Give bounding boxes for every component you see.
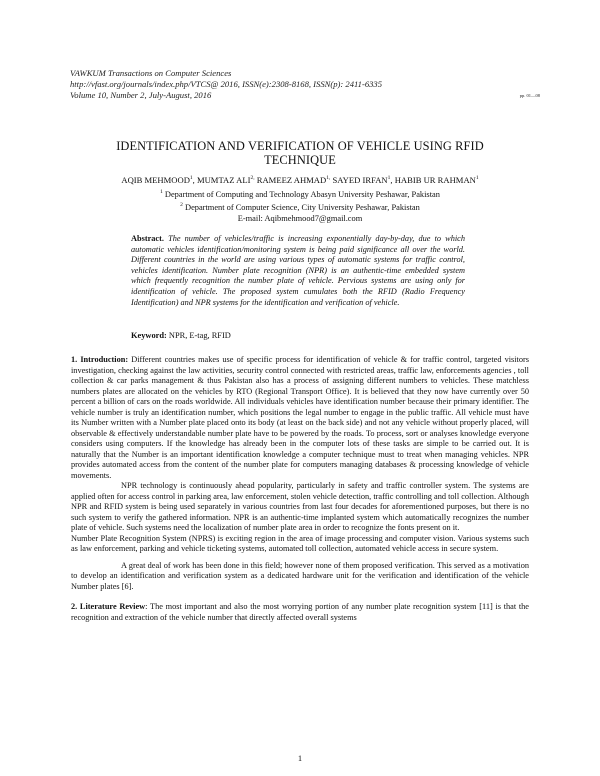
author-affil-mark: 1 bbox=[189, 175, 193, 182]
paper-title: IDENTIFICATION AND VERIFICATION OF VEHICLE USING RFID TECHNIQUE bbox=[116, 139, 484, 167]
abstract-text: The number of vehicles/traffic is increasing exponentially day-by-day, due to which automatic vehicles identification/monitoring system is being paid significance all over the world. Different countries in the world are using various types of automatic systems for traffic control, vehicles identification. Number plate recognition (NPR) is an authentic-time embedded system which frequently recognition the number plate of vehicle. Pervious systems are using only for identification of vehicle. The proposed system cumulates both the RFID (Radio Frequency Identification) and NPR systems for the identification and verification of vehicle. bbox=[131, 234, 465, 307]
abstract-label: Abstract. bbox=[131, 234, 164, 243]
affil-mark: 2 bbox=[180, 201, 183, 208]
author-name: RAMEEZ AHMAD bbox=[256, 175, 327, 185]
author-name: MUMTAZ ALI bbox=[196, 175, 251, 185]
author-affil-mark: 1 bbox=[475, 175, 479, 182]
affil-mark: 1 bbox=[160, 189, 163, 195]
intro-paragraph: NPR technology is continuously ahead popularity, particularly in safety and traffic controller system. The systems are applied often for access control in parking area, law enforcement, stolen vehicle detection, traffic controlling and toll collection. Although NPR and RFID system is being used separately in various countries from last four decades for aforementioned purposes, but there is no such system to verify the gathered information. NPR is an authentic-time implanted system which automatically recognizes the number plate of vehicle. Such systems need the localization of number plate area in order to recognize the fonts present on it. bbox=[71, 481, 529, 532]
author-affil-mark: 1 bbox=[387, 175, 391, 182]
author-sep: , bbox=[390, 175, 395, 185]
author-name: SAYED IRFAN bbox=[332, 175, 388, 185]
section-heading: 2. Literature Review bbox=[71, 602, 146, 611]
page-range: pp. 01—08 bbox=[519, 93, 540, 99]
journal-name: VAWKUM Transactions on Computer Sciences bbox=[70, 68, 232, 78]
author-affil-mark: 2, bbox=[250, 175, 255, 182]
affil-text: Department of Computer Science, City University Peshawar, Pakistan bbox=[185, 202, 420, 212]
affil-text: Department of Computing and Technology Abasyn University Peshawar, Pakistan bbox=[164, 189, 440, 199]
affiliation-line bbox=[70, 200, 530, 213]
keywords-label: Keyword: bbox=[131, 331, 167, 340]
intro-paragraph: Number Plate Recognition System (NPRS) is exciting region in the area of image processing and computer vision. Various systems such as law enforcement, parking and vehicle ticketing systems, automated toll collection, automated vehicle access in secure system. bbox=[71, 533, 529, 553]
page-number: 1 bbox=[297, 753, 303, 763]
literature-paragraph bbox=[71, 602, 529, 623]
author-sep: , bbox=[192, 175, 197, 185]
intro-paragraph bbox=[71, 355, 529, 481]
paragraph-text: : The most important and also the most worrying portion of any number plate recognition system [11] is that the recognition and extraction of the vehicle number that directly affected overall systems bbox=[71, 602, 529, 622]
intro-paragraph: A great deal of work has been done in this field; however none of them proposed verification. This served as a motivation to develop an identification and verification system as a dedicated hardware unit for the verification and identification of the vehicle Number plates [6]. bbox=[71, 560, 529, 591]
keywords-text: NPR, E-tag, RFID bbox=[168, 331, 231, 340]
journal-volume: Volume 10, Number 2, July-August, 2016 bbox=[70, 90, 212, 101]
author-list bbox=[70, 175, 530, 185]
section-heading: 1. Introduction: bbox=[71, 355, 129, 364]
contact-email: E-mail: Aqibmehmood7@gmail.com bbox=[237, 213, 363, 223]
affiliation-line bbox=[70, 187, 530, 200]
affiliations bbox=[70, 187, 530, 224]
body-text bbox=[71, 355, 529, 623]
author-affil-mark: 1, bbox=[326, 175, 331, 182]
author-name: AQIB MEHMOOD bbox=[121, 175, 190, 185]
keywords bbox=[131, 331, 465, 340]
journal-header bbox=[70, 68, 540, 102]
journal-url-issn: http://vfast.org/journals/index.php/VTCS@ 2016, ISSN(e):2308-8168, ISSN(p): 2411-6335 bbox=[70, 79, 383, 90]
abstract bbox=[131, 234, 465, 308]
author-name: HABIB UR RAHMAN bbox=[394, 175, 476, 185]
paragraph-text: Different countries makes use of specific process for identification of vehicle & for traffic control, targeted visitors investigation, checking against the law activities, security control connected with restricted areas, traffic law, enforcements agencies , toll collection & car parks management & thus Pakistan also has a process of assigning different numbers to vehicles. These matchless numbers plates are allocated on the vehicles by RTO (Regional Transport Office). It is believed that they now have currently over 50 percent a billion of cars on the roads worldwide. All individuals vehicles have identification number because their primary identifier. The vehicle number is truly an identification number, which positions the legal number to engage in the public traffic. All vehicle must have its Number written with a Number plate placed onto its body (at least on the back side) and not any vehicle without properly placed, will observable & effectively understandable number plate have to be powered by the roads. To process, sort or analyses knowledge everyone considers using computers. If the knowledge has already been in the computer lots of these tasks are simple to be carried out. It is naturally that the Number is an important identification knowledge a computer technique must to treat when managing vehicles. NPR provides automated access from the content of the number plate for computers managing databases & processing knowledge of vehicle movements. bbox=[71, 355, 530, 480]
